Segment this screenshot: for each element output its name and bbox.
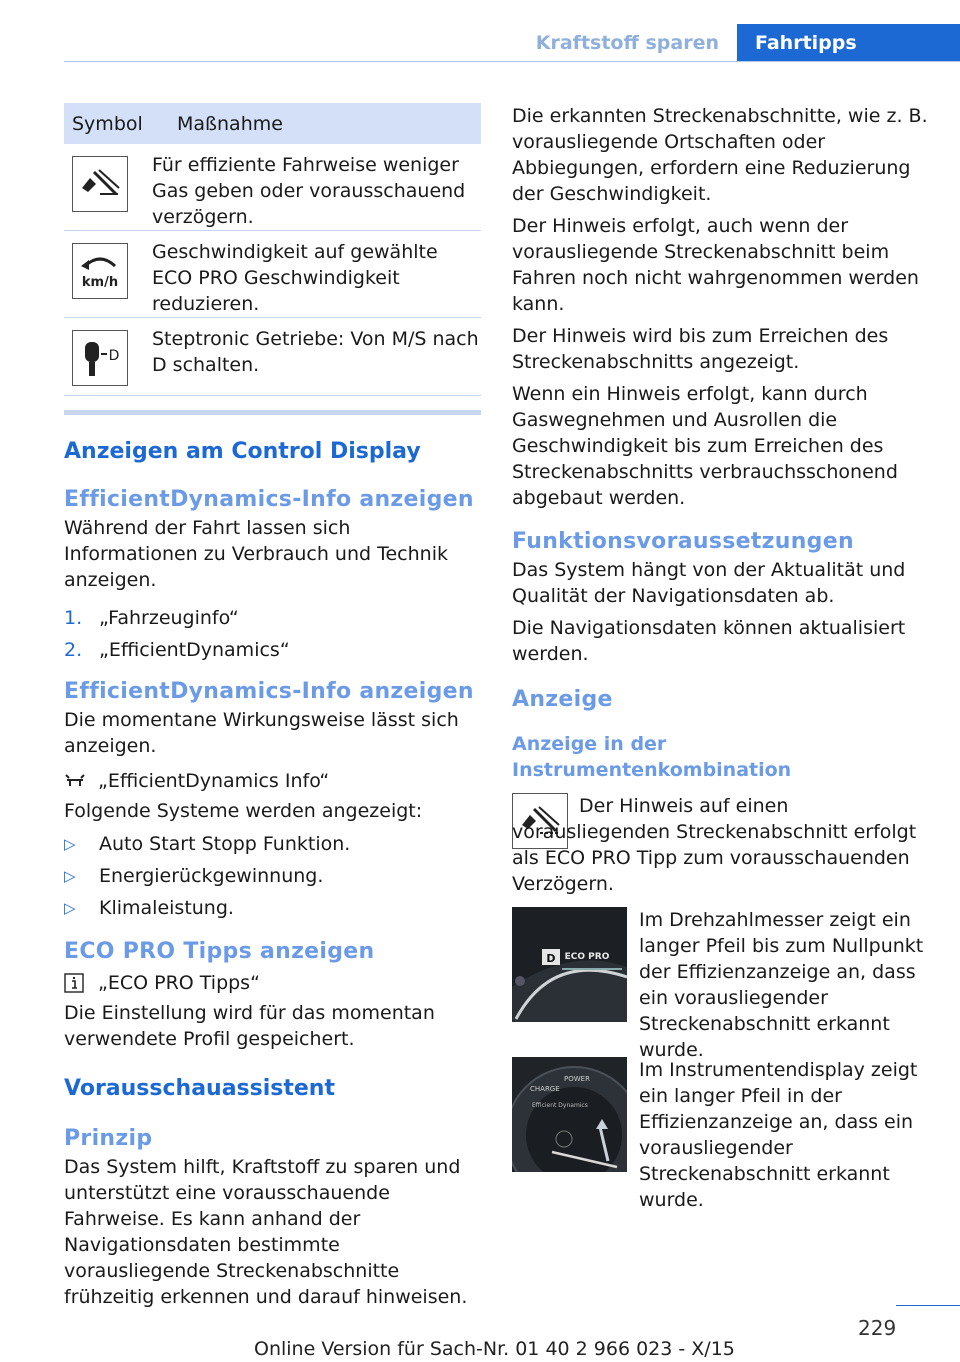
list-item [64, 637, 481, 669]
heading-vorausschau: Vorausschauassistent [64, 1076, 335, 1101]
tachometer-photo [512, 907, 627, 1022]
eco-pro-label: „ECO PRO Tipps“ [98, 971, 260, 994]
list-item [64, 605, 481, 637]
bullet-icon: ▷ [64, 867, 76, 885]
bullet-icon: ▷ [64, 835, 76, 853]
table-row-text: Geschwindigkeit auf gewählte ECO PRO Geschwindigkeit reduzieren. [152, 231, 481, 318]
paragraph-display: Im Instrumentendisplay zeigt ein langer Pfeil in der Effizienzanzeige an, dass ein vorausliegender Streckenabschnitt erkannt wurde. [639, 1059, 918, 1211]
step-number: 1. [64, 607, 83, 629]
right-column [512, 103, 928, 1211]
footer-rule [896, 1305, 960, 1306]
efficient-dynamics-line [64, 765, 481, 796]
heading-efficient-info-2: EfficientDynamics-Info anzeigen [64, 679, 474, 704]
paragraph-drehzahl: Im Drehzahlmesser zeigt ein langer Pfeil bis zum Nullpunkt der Effizienzanzeige an, dass ein vorausliegender Streckenabschnitt erkannt wurde. [639, 909, 924, 1061]
power-label: POWER [564, 1075, 590, 1083]
paragraph-funktion-1: Das System hängt von der Aktualität und Qualität der Navigationsdaten ab. [512, 559, 906, 607]
step-list [64, 605, 481, 669]
paragraph-right-3: Der Hinweis wird bis zum Erreichen des Streckenabschnitts angezeigt. [512, 325, 889, 373]
header-nav [518, 24, 960, 62]
table-row-text: Für effiziente Fahrweise weniger Gas geben oder vorausschauend verzögern. [152, 144, 481, 231]
gear-indicator: D [546, 952, 556, 965]
paragraph-right-1: Die erkannten Streckenabschnitte, wie z. B. vorausliegende Ortschaften oder Abbiegungen, erfordern eine Reduzierung der Geschwindigkeit. [512, 105, 928, 205]
system-list [64, 831, 481, 927]
list-item: ▷ Klimaleistung. [64, 895, 481, 927]
header-rule [64, 61, 960, 62]
paragraph-right-2: Der Hinweis erfolgt, auch wenn der vorausliegende Streckenabschnitt beim Fahren noch nicht wahrgenommen werden kann. [512, 215, 919, 315]
heading-anzeige: Anzeige [512, 687, 613, 712]
heading-control-display: Anzeigen am Control Display [64, 439, 421, 464]
paragraph-info-1: Während der Fahrt lassen sich Informationen zu Verbrauch und Technik anzeigen. [64, 517, 448, 591]
paragraph-instr: Der Hinweis auf einen vorausliegenden Streckenabschnitt erfolgt als ECO PRO Tipp zum vorausschauenden Verzögern. [512, 795, 917, 895]
info-icon [64, 973, 98, 993]
table-row [64, 144, 481, 231]
gear-lever-d-icon [72, 330, 128, 386]
table-row [64, 231, 481, 318]
paragraph-right-4: Wenn ein Hinweis erfolgt, kann durch Gaswegnehmen und Ausrollen die Geschwindigkeit bis zum Erreichen des Streckenabschnitts verbrauchsschonend abgebaut werden. [512, 383, 898, 509]
section-tab[interactable]: Kraftstoff sparen [518, 24, 737, 62]
speed-kmh-icon [72, 243, 128, 299]
instr-hint-block [512, 793, 928, 897]
speed-kmh-label: km/h [81, 275, 119, 290]
symbol-table [64, 103, 481, 396]
chapter-tab[interactable]: Fahrtipps [737, 24, 960, 62]
paragraph-eco: Die Einstellung wird für das momentan verwendete Profil gespeichert. [64, 1002, 435, 1050]
list-item: ▷ Energierückgewinnung. [64, 863, 481, 895]
step-number: 2. [64, 639, 83, 661]
step-text: „Fahrzeuginfo“ [99, 607, 239, 629]
charge-label: CHARGE [530, 1085, 560, 1093]
paragraph-funktion-2: Die Navigationsdaten können aktualisiert werden. [512, 617, 906, 665]
left-column [64, 103, 481, 1310]
heading-eco-pro: ECO PRO Tipps anzeigen [64, 939, 375, 964]
efficient-dynamics-label: „EfficientDynamics Info“ [98, 769, 330, 792]
paragraph-systems: Folgende Systeme werden angezeigt: [64, 800, 423, 822]
heading-efficient-info-1: EfficientDynamics-Info anzeigen [64, 487, 474, 512]
instrument-display-photo [512, 1057, 627, 1172]
paragraph-prinzip: Das System hilft, Kraftstoff zu sparen und unterstützt eine vorausschauende Fahrweise. Es kann anhand der Navigationsdaten bestimmte vorausliegende Streckenabschnitte frühzeitig erkennen und darauf hinweisen. [64, 1156, 468, 1308]
table-row-text: Steptronic Getriebe: Von M/S nach D schalten. [152, 318, 481, 396]
car-efficiency-icon [64, 772, 98, 790]
heading-instrumentenkombination: Anzeige in der Instrumentenkombination [512, 733, 792, 781]
figure-display [512, 1057, 928, 1211]
table-header-symbol: Symbol [64, 103, 152, 144]
footer-version: Online Version für Sach-Nr. 01 40 2 966 023 - X/15 [254, 1338, 735, 1360]
page-number: 229 [858, 1316, 897, 1340]
heading-funktion: Funktionsvoraussetzungen [512, 529, 854, 554]
table-end-rule [64, 410, 481, 415]
eco-pro-indicator: ECO PRO [564, 952, 610, 962]
list-item: ▷ Auto Start Stopp Funktion. [64, 831, 481, 863]
heading-prinzip: Prinzip [64, 1126, 153, 1151]
efficient-label: Efficient Dynamics [532, 1102, 588, 1109]
foot-off-pedal-icon [72, 156, 128, 212]
eco-pro-line [64, 967, 481, 998]
table-header-measure: Maßnahme [152, 103, 481, 144]
table-row [64, 318, 481, 396]
step-text: „EfficientDynamics“ [99, 639, 290, 661]
paragraph-info-2: Die momentane Wirkungsweise lässt sich anzeigen. [64, 709, 459, 757]
bullet-icon: ▷ [64, 899, 76, 917]
figure-drehzahl [512, 907, 928, 1061]
gear-d-label: D [108, 348, 120, 364]
